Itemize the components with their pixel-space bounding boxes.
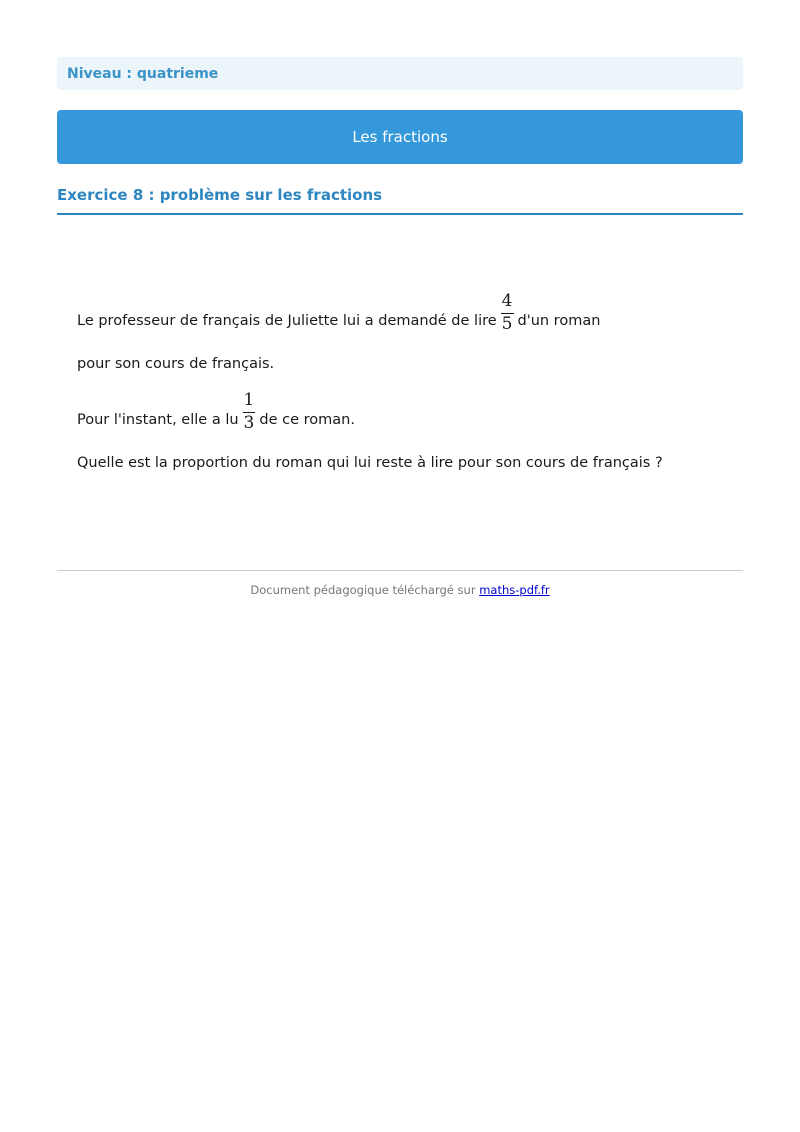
line3-text-before: Pour l'instant, elle a lu	[77, 412, 239, 428]
footer-divider	[57, 570, 743, 571]
problem-line-4	[77, 455, 663, 471]
fraction2-denominator: 3	[243, 413, 255, 433]
level-label: Niveau : quatrieme	[67, 65, 219, 82]
level-banner	[57, 57, 743, 90]
exercise-title: Exercice 8 : problème sur les fractions	[57, 186, 383, 204]
line2-text: pour son cours de français.	[77, 356, 275, 372]
fraction-four-fifths	[501, 292, 514, 333]
problem-line-1	[77, 290, 601, 334]
problem-line-2	[77, 356, 274, 372]
problem-line-3	[77, 389, 355, 433]
fraction1-numerator: 4	[501, 292, 514, 314]
fraction1-denominator: 5	[501, 314, 513, 334]
footer-link[interactable]: maths-pdf.fr	[479, 583, 550, 597]
fraction-one-third	[243, 391, 256, 432]
line1-text-after: d'un roman	[517, 313, 601, 329]
fraction2-numerator: 1	[243, 391, 256, 413]
line3-text-after: de ce roman.	[259, 412, 355, 428]
line1-text-before: Le professeur de français de Juliette lui a demandé de lire	[77, 313, 497, 329]
line4-text: Quelle est la proportion du roman qui lui reste à lire pour son cours de français ?	[77, 455, 663, 471]
exercise-heading	[57, 185, 743, 215]
page-title: Les fractions	[352, 128, 448, 146]
title-banner	[57, 110, 743, 164]
footer-text: Document pédagogique téléchargé sur	[250, 583, 476, 597]
footer	[57, 583, 743, 597]
